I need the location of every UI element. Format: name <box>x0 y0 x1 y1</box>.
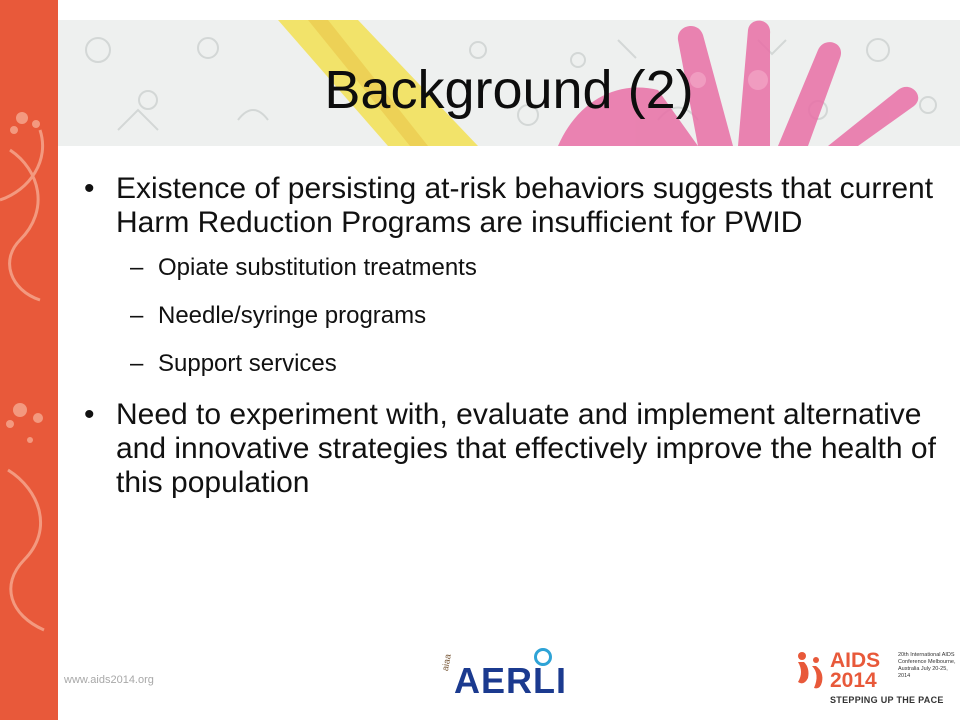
sub-bullet-item <box>80 302 940 330</box>
sub-bullet-text: Opiate substitution treatments <box>158 254 477 281</box>
aerli-ring-icon <box>534 648 552 666</box>
bullet-text: Need to experiment with, evaluate and implement alternative and innovative strategies that effectively improve the health of this population <box>116 398 936 499</box>
bullet-item <box>80 398 940 500</box>
sub-bullet-mark: – <box>130 302 144 329</box>
sub-bullet-list <box>80 254 940 378</box>
sub-bullet-item <box>80 350 940 378</box>
aerli-logo <box>440 648 567 704</box>
bullet-mark: • <box>84 172 95 205</box>
aids-figure-icon <box>792 650 828 694</box>
sub-bullet-mark: – <box>130 254 144 281</box>
aids-logo-year: 2014 <box>830 669 877 692</box>
slide-title: Background (2) <box>324 60 694 120</box>
slide-content <box>80 172 940 500</box>
sub-bullet-text: Support services <box>158 350 337 377</box>
aids-logo-word: AIDS <box>830 649 881 672</box>
bullet-mark: • <box>84 398 95 431</box>
footprint-pattern-icon <box>0 0 58 720</box>
sub-bullet-text: Needle/syringe programs <box>158 302 427 329</box>
sub-bullet-mark: – <box>130 350 144 377</box>
bullet-item <box>80 172 940 240</box>
sub-bullet-item <box>80 254 940 282</box>
left-decorative-band <box>0 0 58 720</box>
aids-tagline: STEPPING UP THE PACE <box>830 695 944 705</box>
aids-conference-text: 20th International AIDS Conference Melbourne, Australia July 20-25, 2014 <box>898 652 956 679</box>
aids2014-logo <box>792 648 956 712</box>
aerli-logo-text: AERLI <box>454 660 567 701</box>
bullet-text: Existence of persisting at-risk behaviors suggests that current Harm Reduction Programs are insufficient for PWID <box>116 172 934 239</box>
aerli-small-text: aiaa <box>440 653 453 672</box>
footer-url: www.aids2014.org <box>64 674 154 686</box>
